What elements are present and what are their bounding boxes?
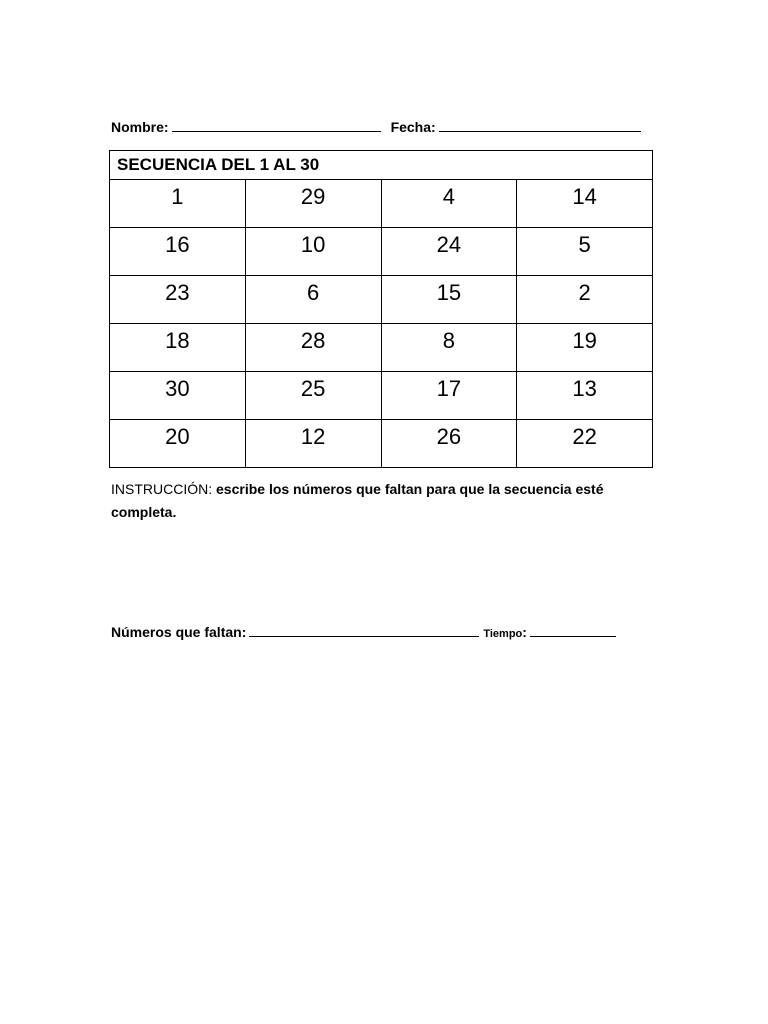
instruction-text: escribe los números que faltan para que la secuencia esté completa. [111,481,604,520]
instruction-label: INSTRUCCIÓN: [111,481,213,497]
table-cell: 20 [110,420,246,468]
missing-numbers-field[interactable] [249,635,479,637]
name-label: Nombre: [111,119,169,135]
header-line [111,119,656,139]
table-cell: 29 [245,180,381,228]
table-cell: 30 [110,372,246,420]
table-cell: 12 [245,420,381,468]
missing-numbers-line [111,624,656,644]
sequence-table [109,150,653,468]
table-row [110,276,653,324]
time-field[interactable] [530,635,616,637]
table-cell: 5 [517,228,653,276]
table-row [110,228,653,276]
table-cell: 6 [245,276,381,324]
table-cell: 10 [245,228,381,276]
table-cell: 26 [381,420,517,468]
table-cell: 13 [517,372,653,420]
table-cell: 17 [381,372,517,420]
table-row [110,372,653,420]
date-label: Fecha: [390,119,436,135]
table-title: SECUENCIA DEL 1 AL 30 [110,151,653,180]
sequence-table-body [110,180,653,468]
name-field[interactable] [172,130,381,132]
table-cell: 1 [110,180,246,228]
table-cell: 22 [517,420,653,468]
date-field[interactable] [439,130,641,132]
table-cell: 18 [110,324,246,372]
table-row [110,420,653,468]
missing-numbers-label: Números que faltan: [111,624,247,640]
table-cell: 16 [110,228,246,276]
table-cell: 28 [245,324,381,372]
table-cell: 14 [517,180,653,228]
table-cell: 15 [381,276,517,324]
table-cell: 8 [381,324,517,372]
table-cell: 2 [517,276,653,324]
table-row [110,324,653,372]
time-colon: : [522,624,527,640]
instruction [111,478,656,524]
table-cell: 19 [517,324,653,372]
time-label: Tiempo [483,628,523,640]
table-cell: 4 [381,180,517,228]
table-row [110,180,653,228]
table-cell: 23 [110,276,246,324]
table-cell: 24 [381,228,517,276]
table-cell: 25 [245,372,381,420]
